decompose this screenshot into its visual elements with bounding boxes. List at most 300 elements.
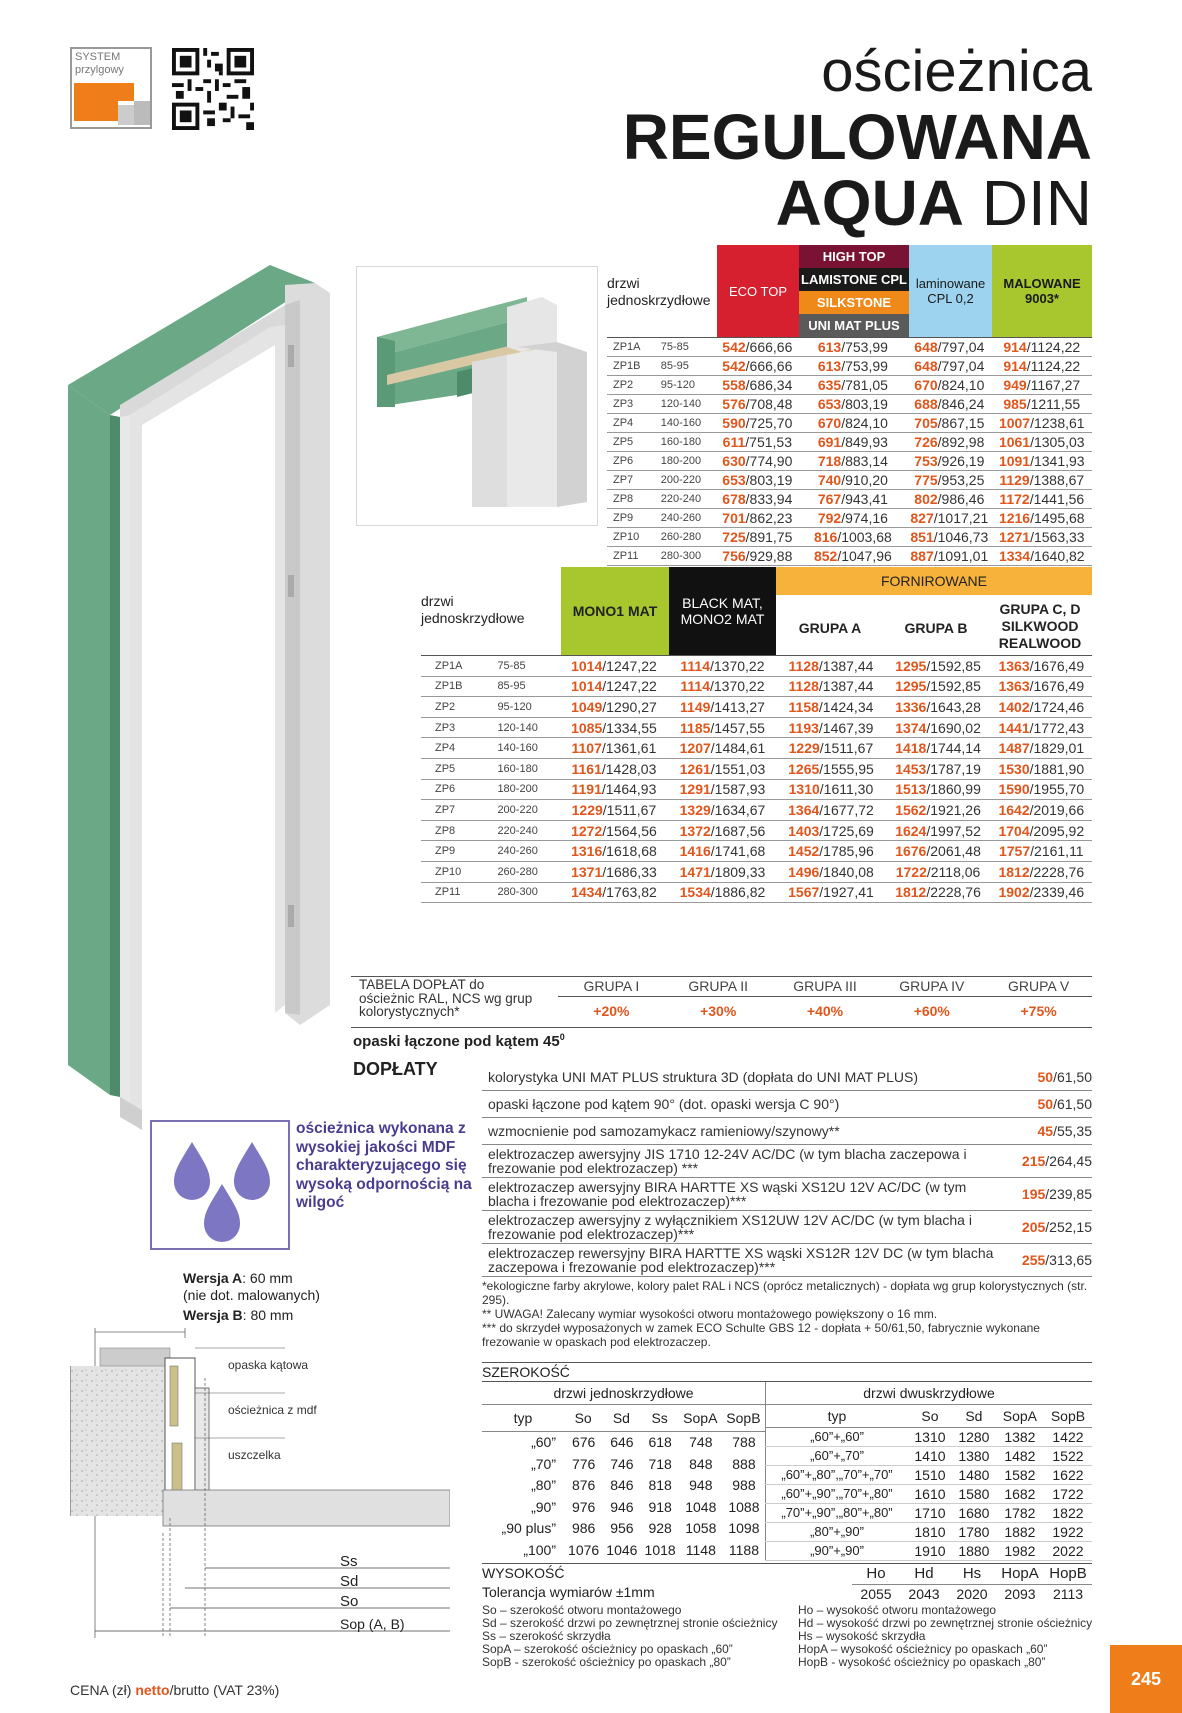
doplata-row xyxy=(482,1091,1092,1118)
price-net: 590 xyxy=(722,415,746,431)
price-net: 1295 xyxy=(895,657,927,674)
price-net: 195 xyxy=(1021,1186,1046,1202)
doplat-group-value: +40% xyxy=(806,1003,844,1019)
price-gross: /1840,08 xyxy=(819,863,874,880)
price-net: 670 xyxy=(914,377,938,393)
doplata-price xyxy=(997,1070,1092,1084)
price-net: 1642 xyxy=(998,801,1030,818)
row-type: „60”+„90”,„70”+„80” xyxy=(781,1485,893,1501)
doplata-price xyxy=(997,1253,1092,1267)
price-net: 1372 xyxy=(679,822,711,839)
wersja-b-label: Wersja B xyxy=(183,1307,243,1323)
price-cell xyxy=(716,452,799,471)
row-value: 1982 xyxy=(1004,1542,1036,1559)
footnote: *** do skrzydeł wyposażonych w zamek ECO Schulte GBS 12 - dopłata + 50/61,50, fabrycznie wykonane frezowanie w opaskach pod elektrozaczep. xyxy=(482,1321,1040,1349)
price-gross: /824,10 xyxy=(841,415,888,431)
col-header: SopB xyxy=(1050,1407,1086,1424)
price-net: 1812 xyxy=(998,863,1030,880)
doplat-group xyxy=(665,977,772,1025)
price-gross: /1238,61 xyxy=(1030,415,1085,431)
table-row xyxy=(482,1475,765,1496)
price-net: 558 xyxy=(722,377,746,393)
price-net: 1193 xyxy=(788,719,819,736)
table-row xyxy=(766,1427,1093,1446)
t2-col-fornir: FORNIROWANE xyxy=(776,567,1092,595)
price-cell xyxy=(716,509,799,528)
price-note xyxy=(70,1682,279,1698)
price-net: 753 xyxy=(914,453,938,469)
row-range: 200-220 xyxy=(497,803,538,816)
price-cell xyxy=(992,490,1092,509)
diagram-label-sop: Sop (A, B) xyxy=(340,1616,405,1632)
row-range: 240-260 xyxy=(497,845,538,858)
price-gross: /1441,56 xyxy=(1029,491,1085,507)
doplat-group-value: +60% xyxy=(913,1003,950,1019)
price-gross: /1725,69 xyxy=(819,822,874,839)
szerokosc-title: SZEROKOŚĆ xyxy=(482,1362,1092,1382)
diagram-label-opaska: opaska kątowa xyxy=(228,1358,309,1372)
price-gross: /313,65 xyxy=(1045,1252,1092,1268)
price-cell xyxy=(907,509,991,528)
row-value: 1482 xyxy=(1004,1447,1036,1464)
price-net: 1261 xyxy=(679,760,711,777)
price-net: 1452 xyxy=(788,843,820,860)
price-gross: /2061,48 xyxy=(926,843,981,860)
price-cell xyxy=(799,490,907,509)
price-gross: /824,10 xyxy=(937,377,985,393)
price-gross: /666,66 xyxy=(745,358,793,374)
price-gross: /725,70 xyxy=(745,415,793,431)
price-cell xyxy=(716,395,799,414)
price-cell xyxy=(776,882,885,903)
row-value: 848 xyxy=(689,1455,713,1472)
price-net: 1149 xyxy=(680,698,711,715)
price-cell xyxy=(885,676,990,697)
price-gross: /862,23 xyxy=(745,510,793,526)
price-net: 914 xyxy=(1003,339,1027,355)
price-gross: /1687,56 xyxy=(710,822,766,839)
wersja-block xyxy=(183,1270,320,1324)
row-value: 1148 xyxy=(685,1541,716,1558)
price-net: 1272 xyxy=(571,822,603,839)
row-value: 1882 xyxy=(1004,1523,1036,1540)
table-row xyxy=(607,490,1092,509)
row-value: 1088 xyxy=(728,1498,760,1515)
price-net: 50 xyxy=(1037,1096,1054,1112)
table-row xyxy=(607,452,1092,471)
price-gross: /1676,49 xyxy=(1029,657,1085,674)
row-value: 1280 xyxy=(958,1428,990,1445)
t1-col-stack xyxy=(799,245,909,337)
price-net: 1902 xyxy=(998,884,1030,901)
table-row xyxy=(766,1541,1093,1560)
legend-item: So – szerokość otworu montażowego xyxy=(482,1603,682,1617)
szerokosc-single-table xyxy=(482,1405,765,1561)
table-row xyxy=(607,338,1092,357)
price-net: 1471 xyxy=(679,863,711,880)
price-net: 1185 xyxy=(680,719,711,736)
price-gross: /252,15 xyxy=(1045,1219,1092,1235)
price-net: 1363 xyxy=(998,657,1030,674)
price-cell xyxy=(991,738,1092,759)
price-gross: /1772,43 xyxy=(1029,719,1085,736)
table-row xyxy=(766,1522,1093,1541)
table-row xyxy=(421,820,1092,841)
price-cell xyxy=(991,800,1092,821)
table-row xyxy=(607,357,1092,376)
price-gross: /1464,93 xyxy=(601,781,657,798)
price-net: 705 xyxy=(914,415,938,431)
price-net: 648 xyxy=(914,339,938,355)
price-cell xyxy=(885,882,990,903)
price-cell xyxy=(992,414,1092,433)
row-value: 818 xyxy=(648,1477,672,1494)
price-net: 985 xyxy=(1003,396,1027,412)
table-row xyxy=(607,414,1092,433)
price-net: 1363 xyxy=(998,678,1030,695)
price-gross: /1467,39 xyxy=(818,719,874,736)
price-cell xyxy=(776,841,885,862)
price-net: 611 xyxy=(722,434,746,450)
price-cell xyxy=(668,800,776,821)
price-gross: /1640,82 xyxy=(1030,548,1085,564)
table-row xyxy=(482,1496,765,1517)
price-net: 718 xyxy=(817,453,842,469)
price-cell xyxy=(991,882,1092,903)
price-net: 1014 xyxy=(571,678,603,695)
price-net: 1114 xyxy=(680,657,710,674)
price-gross: /891,75 xyxy=(745,529,793,545)
price-cell xyxy=(668,841,776,862)
price-cell xyxy=(799,395,907,414)
szerokosc-section xyxy=(482,1362,1092,1604)
price-gross: /1124,22 xyxy=(1026,339,1081,355)
price-cell xyxy=(992,528,1092,547)
price-gross: /1881,90 xyxy=(1029,760,1085,777)
doplata-row xyxy=(482,1211,1092,1244)
price-net: 1128 xyxy=(788,678,819,695)
table-row xyxy=(421,800,1092,821)
row-value: 718 xyxy=(648,1455,672,1472)
title-line2: REGULOWANA xyxy=(622,101,1092,173)
price-gross: /1921,26 xyxy=(926,801,981,818)
doplat-group xyxy=(558,977,665,1025)
price-cell xyxy=(559,861,668,882)
price-net: 726 xyxy=(914,434,938,450)
row-value: 846 xyxy=(610,1477,634,1494)
row-value: 1622 xyxy=(1052,1466,1084,1483)
price-gross: /1424,34 xyxy=(818,698,874,715)
wysokosc-col xyxy=(852,1564,900,1603)
price-gross: /774,90 xyxy=(745,453,793,469)
table-row xyxy=(421,841,1092,862)
price-net: 1812 xyxy=(895,884,927,901)
row-value: 1018 xyxy=(644,1541,676,1558)
price-net: 1364 xyxy=(788,801,820,818)
row-range: 180-200 xyxy=(497,783,538,796)
price-gross: /1592,85 xyxy=(926,657,981,674)
price-gross: /929,88 xyxy=(745,548,793,564)
price-cell xyxy=(716,490,799,509)
doplata-price xyxy=(997,1154,1092,1168)
price-gross: /1763,82 xyxy=(602,884,657,901)
table-row xyxy=(607,433,1092,452)
title-din: DIN xyxy=(981,167,1092,239)
price-net: 1172 xyxy=(999,491,1030,507)
price-cell xyxy=(885,758,990,779)
doplat-group-name: GRUPA V xyxy=(985,977,1092,997)
price-net: 691 xyxy=(817,434,842,450)
price-gross: /892,98 xyxy=(937,434,985,450)
price-net: 725 xyxy=(722,529,746,545)
wysokosc-value: 2020 xyxy=(948,1584,996,1603)
wysokosc-col xyxy=(996,1564,1044,1603)
price-cell xyxy=(716,414,799,433)
wysokosc-col xyxy=(948,1564,996,1603)
col-header: Sd xyxy=(965,1407,983,1424)
price-net: 1007 xyxy=(998,415,1031,431)
t2-header-label: drzwi jednoskrzydłowe xyxy=(421,593,525,626)
price-gross: /986,46 xyxy=(937,491,985,507)
row-range: 85-95 xyxy=(497,680,526,693)
price-cell xyxy=(799,357,907,376)
price-cell xyxy=(668,758,776,779)
t1-col-malowane: MALOWANE 9003* xyxy=(992,245,1092,337)
price-gross: /1927,41 xyxy=(819,884,874,901)
doplat-group xyxy=(985,977,1092,1025)
price-net: 1265 xyxy=(788,760,820,777)
table-row xyxy=(421,676,1092,697)
frame-section-image xyxy=(357,267,597,525)
row-value: 1422 xyxy=(1052,1428,1084,1445)
price-net: 852 xyxy=(813,548,838,564)
price-gross: /1724,46 xyxy=(1029,698,1085,715)
price-net: 1295 xyxy=(895,678,927,695)
price-cell xyxy=(907,433,991,452)
opaski-45 xyxy=(353,1032,565,1050)
price-cell xyxy=(776,820,885,841)
price-gross: /61,50 xyxy=(1053,1096,1092,1112)
legend-left xyxy=(482,1604,802,1669)
price-cell xyxy=(799,376,907,395)
price-cell xyxy=(991,841,1092,862)
row-value: 1382 xyxy=(1004,1428,1036,1445)
price-cell xyxy=(776,861,885,882)
row-value: 956 xyxy=(610,1520,634,1537)
row-code: ZP11 xyxy=(435,886,461,899)
table-row xyxy=(607,547,1092,566)
price-cell xyxy=(559,758,668,779)
row-value: 948 xyxy=(689,1477,713,1494)
col-header: SopB xyxy=(726,1409,761,1426)
row-value: 1480 xyxy=(958,1466,990,1483)
row-value: 618 xyxy=(648,1434,672,1451)
price-gross: /1247,22 xyxy=(602,657,657,674)
price-gross: /1611,30 xyxy=(819,781,874,798)
row-value: 976 xyxy=(571,1498,596,1515)
price-net: 1161 xyxy=(571,760,602,777)
price-gross: /1247,22 xyxy=(602,678,657,695)
doplata-row xyxy=(482,1178,1092,1211)
row-range: 140-160 xyxy=(497,742,538,755)
price-cell xyxy=(668,861,776,882)
price-net: 701 xyxy=(722,510,746,526)
doplat-group xyxy=(772,977,879,1025)
price-cell xyxy=(799,433,907,452)
row-value: 1782 xyxy=(1004,1504,1036,1521)
price-net: 792 xyxy=(817,510,842,526)
price-cell xyxy=(716,471,799,490)
legend-item: Ss – szerokość skrzydła xyxy=(482,1629,611,1643)
price-gross: /239,85 xyxy=(1045,1186,1092,1202)
price-gross: /1495,68 xyxy=(1030,510,1085,526)
price-gross: /1744,14 xyxy=(926,740,981,757)
price-gross: /1428,03 xyxy=(601,760,657,777)
table-row xyxy=(607,509,1092,528)
row-code: ZP8 xyxy=(435,824,456,837)
t1-col-hightop: HIGH TOP xyxy=(799,245,909,268)
row-value: 988 xyxy=(732,1477,756,1494)
price-cell xyxy=(559,882,668,903)
price-net: 1329 xyxy=(679,801,711,818)
price-gross: /1341,93 xyxy=(1030,453,1085,469)
doplat-group xyxy=(878,977,985,1025)
doplaty-title: DOPŁATY xyxy=(353,1059,438,1079)
wersja-a-value: : 60 mm xyxy=(242,1270,293,1286)
price-net: 1562 xyxy=(895,801,927,818)
price-gross: /1091,01 xyxy=(933,548,989,564)
price-net: 816 xyxy=(813,529,838,545)
doplat-group-name: GRUPA III xyxy=(772,977,879,997)
price-net: 50 xyxy=(1037,1069,1054,1085)
price-net: 630 xyxy=(722,453,746,469)
legend-item: Hs – wysokość skrzydła xyxy=(798,1629,926,1643)
price-cell xyxy=(799,547,907,566)
row-range: 75-85 xyxy=(497,659,526,672)
price-net: 1416 xyxy=(679,843,711,860)
price-net: 1191 xyxy=(571,781,602,798)
price-cell xyxy=(991,758,1092,779)
price-net: 205 xyxy=(1021,1219,1046,1235)
price-gross: /751,53 xyxy=(745,434,792,450)
table-row xyxy=(607,528,1092,547)
row-value: 1910 xyxy=(914,1542,946,1559)
row-value: 676 xyxy=(571,1434,596,1451)
row-code: ZP11 xyxy=(613,550,639,562)
row-code: ZP8 xyxy=(613,493,634,505)
price-cell xyxy=(991,697,1092,718)
table-row xyxy=(766,1465,1093,1484)
legend-item: Ho – wysokość otworu montażowego xyxy=(798,1603,997,1617)
price-gross: /910,20 xyxy=(841,472,888,488)
title-line3 xyxy=(623,167,1092,239)
wysokosc-title: WYSOKOŚĆ xyxy=(482,1564,565,1581)
price-net: 635 xyxy=(817,377,842,393)
price-cell xyxy=(992,452,1092,471)
row-value: 986 xyxy=(571,1520,596,1537)
price-gross: /833,94 xyxy=(745,491,793,507)
price-cell xyxy=(992,509,1092,528)
aqua-text: ościeżnica wykonana z wysokiej jakości MDF charakteryzującego się wysoką odpornością na wilgoć xyxy=(296,1120,472,1211)
price-net: 45 xyxy=(1037,1123,1054,1139)
row-value: 1048 xyxy=(685,1498,717,1515)
doplata-text: kolorystyka UNI MAT PLUS struktura 3D (dopłata do UNI MAT PLUS) xyxy=(488,1069,918,1085)
row-code: ZP10 xyxy=(435,865,462,878)
price-gross: /2161,11 xyxy=(1030,843,1084,860)
price-cell xyxy=(991,656,1092,677)
price-gross: /1124,22 xyxy=(1026,358,1081,374)
row-code: ZP2 xyxy=(613,379,634,391)
row-value: 1922 xyxy=(1052,1523,1084,1540)
price-gross: /2228,76 xyxy=(1029,863,1085,880)
row-value: 1522 xyxy=(1052,1447,1084,1464)
row-code: ZP10 xyxy=(613,531,640,543)
row-type: „60”+„80”,„70”+„70” xyxy=(781,1466,893,1482)
row-type: „70” xyxy=(531,1455,556,1472)
row-value: 1380 xyxy=(958,1447,990,1464)
price-gross: /1997,52 xyxy=(926,822,981,839)
row-code: ZP5 xyxy=(613,436,634,448)
row-value: 788 xyxy=(732,1434,756,1451)
price-gross: /2118,06 xyxy=(926,863,981,880)
row-type: „90”+„90” xyxy=(810,1542,864,1558)
t1-header-label: drzwi jednoskrzydłowe xyxy=(607,275,711,308)
price-cell xyxy=(559,717,668,738)
row-code: ZP6 xyxy=(435,783,456,796)
price-cell xyxy=(559,820,668,841)
row-range: 75-85 xyxy=(660,341,689,353)
price-gross: /1457,55 xyxy=(710,719,765,736)
price-gross: /1551,03 xyxy=(710,760,766,777)
price-cell xyxy=(907,490,991,509)
row-type: „80”+„90” xyxy=(810,1523,864,1539)
price-cell xyxy=(716,547,799,566)
wysokosc-label: Hd xyxy=(914,1564,934,1582)
row-value: 1680 xyxy=(958,1504,990,1521)
row-code: ZP1A xyxy=(435,659,463,672)
price-gross: /943,41 xyxy=(841,491,888,507)
legend-item: HopB - wysokość ościeżnicy po opaskach „80” xyxy=(798,1655,1046,1669)
price-net: 1567 xyxy=(788,884,820,901)
price-gross: /708,48 xyxy=(745,396,793,412)
price-cell xyxy=(991,717,1092,738)
legend-item: SopA – szerokość ościeżnicy po opaskach „60” xyxy=(482,1642,733,1656)
doplata-text: elektrozaczep rewersyjny BIRA HARTTE XS wąski XS12R 12V DC (w tym blacha zaczepowa i frezowanie pod elektrozaczep)*** xyxy=(488,1245,994,1275)
price-gross: /781,05 xyxy=(841,377,888,393)
price-cell xyxy=(668,656,776,677)
row-value: 888 xyxy=(732,1455,756,1472)
row-value: 1310 xyxy=(914,1428,946,1445)
wysokosc-label: Ho xyxy=(866,1564,886,1582)
price-cell xyxy=(799,338,907,357)
price-cell xyxy=(776,697,885,718)
qr-code[interactable] xyxy=(172,48,254,130)
price-cell xyxy=(716,376,799,395)
wysokosc-value: 2055 xyxy=(852,1584,900,1603)
price-gross: /1290,27 xyxy=(602,698,657,715)
price-net: 1334 xyxy=(998,548,1031,564)
price-net: 802 xyxy=(914,491,938,507)
price-gross: /753,99 xyxy=(841,339,888,355)
t1-col-silkstone: SILKSTONE xyxy=(799,291,909,314)
price-net: 1336 xyxy=(895,698,927,715)
col-header: So xyxy=(574,1409,592,1426)
system-label: SYSTEM przylgowy xyxy=(75,51,124,76)
price-gross: /1829,01 xyxy=(1029,740,1085,757)
page-number-text: 245 xyxy=(1130,1668,1162,1689)
price-gross: /1785,96 xyxy=(819,843,874,860)
price-gross: /1305,03 xyxy=(1030,434,1085,450)
